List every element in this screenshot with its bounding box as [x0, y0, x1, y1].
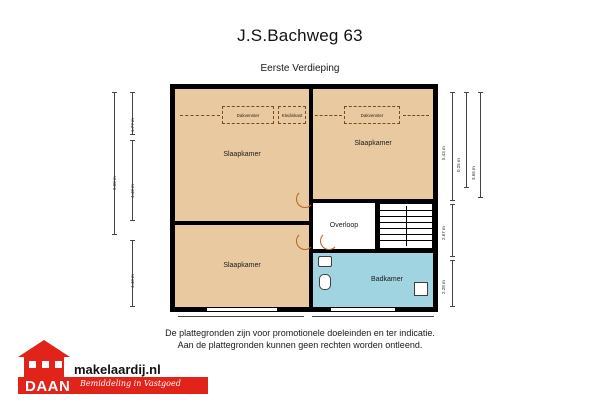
- closet-dakvenster-1: [222, 106, 274, 124]
- closet-label: Kledinkast: [281, 112, 303, 118]
- room-label: Overloop: [329, 222, 359, 230]
- closet-label: Dakvenster: [236, 112, 260, 118]
- window-bottom-right: [330, 307, 396, 312]
- shower-fixture: [414, 282, 428, 296]
- logo-name-text: makelaardij.nl: [74, 362, 161, 377]
- dim-right-4: 2.67 m: [441, 226, 446, 240]
- room-slaapkamer-3: [175, 225, 309, 307]
- dim-left-1: 1.77 m: [130, 118, 135, 132]
- dashed-guide-3: [403, 115, 429, 116]
- room-label: Slaapkamer: [223, 151, 261, 159]
- toilet-fixture: [319, 274, 331, 290]
- dashed-guide-1: [180, 115, 220, 116]
- logo-tagline-text: Bemiddeling in Vastgoed: [80, 379, 181, 388]
- logo-window-icon: [55, 361, 62, 368]
- closet-dakvenster-2: [344, 106, 400, 124]
- staircase: [379, 203, 433, 249]
- disclaimer-line-1: De plattegronden zijn voor promotionele doeleinden en ter indicatie.: [165, 328, 435, 338]
- disclaimer-line-2: Aan de plattegronden kunnen geen rechten worden ontleend.: [177, 340, 423, 351]
- sink-fixture: [318, 256, 332, 267]
- logo-window-icon: [42, 361, 49, 368]
- company-logo: [18, 340, 208, 395]
- page-title: J.S.Bachweg 63: [237, 26, 363, 45]
- dim-right-3: 3.66 m: [471, 166, 476, 180]
- dim-right-1: 5.43 m: [441, 146, 446, 160]
- logo-window-icon: [29, 361, 36, 368]
- dim-left-2: 9.00 m: [112, 176, 117, 190]
- room-label: Badkamer: [371, 276, 403, 284]
- dim-right-5: 2.28 m: [441, 280, 446, 294]
- door-bedroom-bottom-left: [296, 232, 314, 250]
- dim-right-2: 0.25 m: [456, 158, 461, 172]
- room-label: Slaapkamer: [354, 140, 392, 148]
- door-bedroom-right: [296, 190, 314, 208]
- floor-plan: [170, 84, 438, 312]
- dim-left-3: 4.43 m: [130, 184, 135, 198]
- window-bottom-left: [206, 307, 278, 312]
- closet-kledinkast: [278, 106, 306, 124]
- room-label: Slaapkamer: [223, 262, 261, 270]
- wall-horizontal-left: [175, 221, 309, 225]
- closet-label: Dakvenster: [360, 112, 384, 118]
- logo-roof-icon: [18, 340, 70, 357]
- floor-subtitle: Eerste Verdieping: [260, 63, 340, 74]
- logo-brand-text: DAAN: [25, 378, 71, 395]
- dashed-guide-2: [310, 115, 342, 116]
- dim-left-4: 4.43 m: [130, 274, 135, 288]
- door-bathroom: [320, 232, 338, 250]
